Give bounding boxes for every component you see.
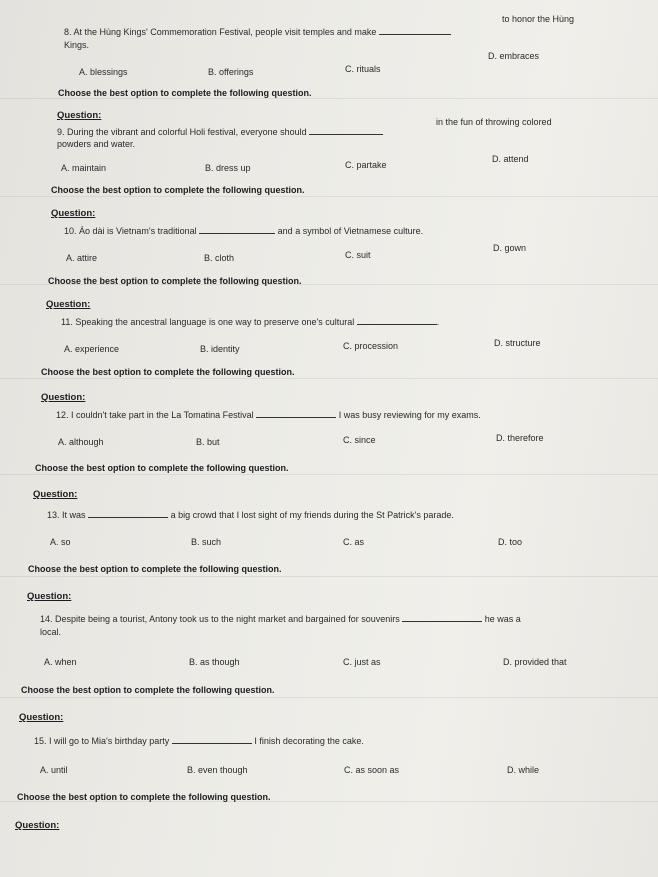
option-a[interactable]: A. blessings <box>79 67 128 77</box>
question-10-continuation: and a symbol of Vietnamese culture. <box>277 226 424 236</box>
option-c[interactable]: C. as soon as <box>344 765 400 775</box>
answer-blank[interactable] <box>256 417 336 418</box>
instruction: Choose the best option to complete the following question. <box>58 88 312 98</box>
question-13-stem: 13. It was <box>47 510 86 520</box>
question-14-text <box>40 614 521 624</box>
question-9-stem: 9. During the vibrant and colorful Holi festival, everyone should <box>57 127 307 137</box>
instruction: Choose the best option to complete the following question. <box>51 185 305 195</box>
answer-blank[interactable] <box>309 134 383 135</box>
option-b[interactable]: B. such <box>191 537 222 547</box>
option-a[interactable]: A. until <box>40 765 68 775</box>
option-d[interactable]: D. provided that <box>503 657 567 667</box>
question-8-text <box>64 27 451 37</box>
question-label: Question: <box>19 712 64 723</box>
option-a[interactable]: A. attire <box>66 253 98 263</box>
question-11-stem: 11. Speaking the ancestral language is one way to preserve one's cultural <box>61 317 355 327</box>
instruction: Choose the best option to complete the following question. <box>21 685 275 695</box>
question-8-continuation: to honor the Hùng <box>502 14 575 24</box>
option-b[interactable]: B. even though <box>187 765 248 775</box>
option-b[interactable]: B. offerings <box>208 67 254 77</box>
option-d[interactable]: D. too <box>498 537 523 547</box>
question-9-text <box>57 127 383 137</box>
instruction: Choose the best option to complete the following question. <box>28 564 282 574</box>
answer-blank[interactable] <box>172 743 252 744</box>
option-d[interactable]: D. while <box>507 765 540 775</box>
question-14-end: local. <box>40 627 62 637</box>
question-label: Question: <box>27 591 72 602</box>
answer-blank[interactable] <box>88 517 168 518</box>
instruction: Choose the best option to complete the following question. <box>35 463 289 473</box>
question-label: Question: <box>51 208 96 219</box>
question-14-stem: 14. Despite being a tourist, Antony took us to the night market and bargained for souvenirs <box>40 614 400 624</box>
instruction: Choose the best option to complete the following question. <box>17 792 271 802</box>
option-c[interactable]: C. rituals <box>345 64 381 74</box>
question-9-end: powders and water. <box>57 139 136 149</box>
question-label: Question: <box>15 820 60 831</box>
question-14-continuation: he was a <box>484 614 521 624</box>
option-d[interactable]: D. therefore <box>496 433 544 443</box>
option-d[interactable]: D. gown <box>493 243 527 253</box>
question-label: Question: <box>46 299 91 310</box>
option-c[interactable]: C. since <box>343 435 376 445</box>
question-8-stem: 8. At the Hùng Kings' Commemoration Festival, people visit temples and make <box>64 27 377 37</box>
option-b[interactable]: B. identity <box>200 344 240 354</box>
instruction: Choose the best option to complete the following question. <box>41 367 295 377</box>
question-12-stem: 12. I couldn't take part in the La Tomatina Festival <box>56 410 254 420</box>
option-c[interactable]: C. suit <box>345 250 371 260</box>
question-label: Question: <box>57 110 102 121</box>
option-d[interactable]: D. attend <box>492 154 529 164</box>
question-11-text <box>61 317 439 327</box>
question-13-text <box>47 510 454 520</box>
option-a[interactable]: A. when <box>44 657 77 667</box>
option-a[interactable]: A. maintain <box>61 163 107 173</box>
question-15-text <box>34 736 364 746</box>
question-8-end: Kings. <box>64 40 90 50</box>
option-b[interactable]: B. as though <box>189 657 240 667</box>
instruction: Choose the best option to complete the following question. <box>48 276 302 286</box>
option-c[interactable]: C. just as <box>343 657 381 667</box>
question-10-stem: 10. Áo dài is Vietnam's traditional <box>64 226 197 236</box>
option-b[interactable]: B. dress up <box>205 163 251 173</box>
option-d[interactable]: D. embraces <box>488 51 540 61</box>
option-c[interactable]: C. procession <box>343 341 399 351</box>
option-a[interactable]: A. so <box>50 537 71 547</box>
question-12-continuation: I was busy reviewing for my exams. <box>338 410 481 420</box>
answer-blank[interactable] <box>199 233 275 234</box>
option-c[interactable]: C. as <box>343 537 365 547</box>
question-15-stem: 15. I will go to Mia's birthday party <box>34 736 170 746</box>
answer-blank[interactable] <box>379 34 451 35</box>
answer-blank[interactable] <box>402 621 482 622</box>
question-15-continuation: I finish decorating the cake. <box>254 736 364 746</box>
option-b[interactable]: B. cloth <box>204 253 235 263</box>
option-b[interactable]: B. but <box>196 437 220 447</box>
question-11-end: . <box>436 317 440 327</box>
question-13-continuation: a big crowd that I lost sight of my friends during the St Patrick's parade. <box>170 510 454 520</box>
option-c[interactable]: C. partake <box>345 160 387 170</box>
question-12-text <box>56 410 481 420</box>
option-a[interactable]: A. although <box>58 437 104 447</box>
answer-blank[interactable] <box>357 324 437 325</box>
question-10-text <box>64 226 423 236</box>
question-9-continuation: in the fun of throwing colored <box>436 117 552 127</box>
option-d[interactable]: D. structure <box>494 338 541 348</box>
question-label: Question: <box>33 489 78 500</box>
question-label: Question: <box>41 392 86 403</box>
option-a[interactable]: A. experience <box>64 344 120 354</box>
